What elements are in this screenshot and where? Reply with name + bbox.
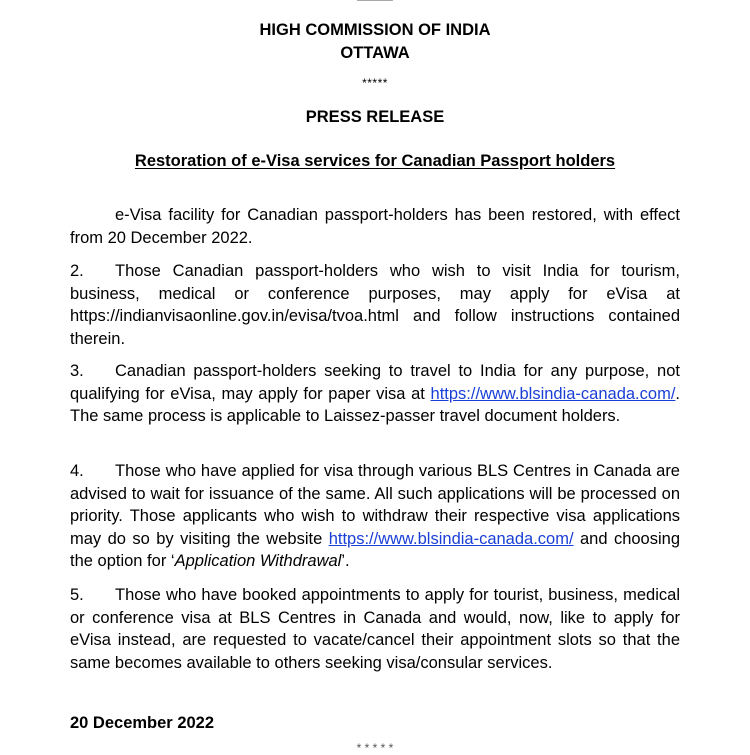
paragraph-2-number: 2. <box>70 262 84 280</box>
paragraph-2 <box>70 260 680 350</box>
paragraph-4-text-middle: and choosing the option for ‘ <box>70 529 680 570</box>
paragraph-3-number: 3. <box>70 362 84 380</box>
press-release-heading: PRESS RELEASE <box>305 108 445 126</box>
paragraph-5 <box>70 584 680 674</box>
paragraph-4-number: 4. <box>70 462 84 480</box>
paragraph-5-number: 5. <box>70 586 84 604</box>
header-separator: ***** <box>362 76 388 90</box>
paragraph-2-text: Those Canadian passport-holders who wish to visit India for tourism, business, medical or conference purposes, may apply for eVisa at https://indianvisaonline.gov.in/evisa/tvoa.html and follow instructions contained therein. <box>70 262 680 348</box>
paragraph-1 <box>70 204 680 249</box>
paragraph-3 <box>70 360 680 428</box>
bls-india-canada-link[interactable]: https://www.blsindia-canada.com/ <box>430 384 676 403</box>
organization-name: HIGH COMMISSION OF INDIA <box>259 21 491 39</box>
paragraph-1-text: e-Visa facility for Canadian passport-holders has been restored, with effect from 20 December 2022. <box>70 206 680 247</box>
paragraph-4 <box>70 460 680 573</box>
paragraph-4-text-before: Those who have applied for visa through various BLS Centres in Canada are advised to wait for issuance of the same. All such applications will be processed on priority. Those applicants who wish to withdraw their respective visa applications may do so by visiting the website <box>70 462 680 548</box>
release-date: 20 December 2022 <box>70 714 215 732</box>
application-withdrawal-option: Application Withdrawal <box>174 552 342 570</box>
bottom-page-fragment: * * * * * <box>356 741 394 755</box>
document-title: Restoration of e-Visa services for Canadian Passport holders <box>134 152 616 170</box>
paragraph-5-text: Those who have booked appointments to apply for tourist, business, medical or conference visa at BLS Centres in Canada and would, now, like to apply for eVisa instead, are requested to vacate/cancel their appointment slots so that the same becomes available to others seeking visa/consular services. <box>70 586 680 672</box>
organization-city: OTTAWA <box>340 44 410 62</box>
paragraph-3-text-before: Canadian passport-holders seeking to travel to India for any purpose, not qualifying for eVisa, may apply for paper visa at <box>70 362 680 403</box>
top-page-fragment <box>0 0 750 5</box>
paragraph-3-text-after: . The same process is applicable to Laissez-passer travel document holders. <box>70 384 680 425</box>
paragraph-4-text-after: ’. <box>341 552 350 570</box>
bls-india-canada-withdrawal-link[interactable]: https://www.blsindia-canada.com/ <box>328 529 574 548</box>
